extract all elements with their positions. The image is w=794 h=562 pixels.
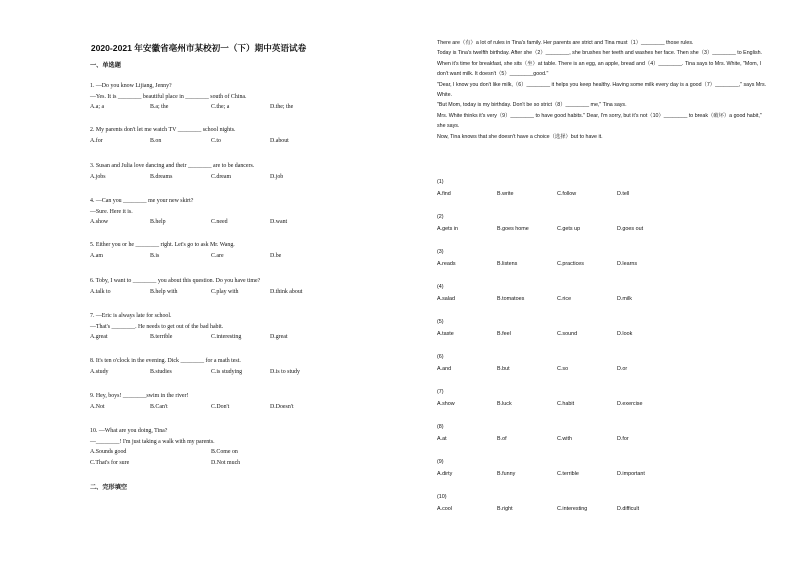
option-d[interactable]: D.be (270, 252, 282, 259)
option-b[interactable]: B.Come on (211, 449, 238, 455)
question-stem-line2: —________! I'm just taking a walk with my parents. (90, 438, 215, 445)
options (90, 332, 390, 343)
option-a[interactable]: A.Sounds good (90, 449, 127, 455)
section-single-choice: 一、单选题 (90, 62, 121, 69)
option-b[interactable]: B.luck (497, 401, 512, 407)
option-b[interactable]: B.funny (497, 471, 516, 477)
option-d[interactable]: D.milk (617, 296, 632, 302)
cloze-question-2 (437, 211, 737, 234)
cloze-question-6 (437, 351, 737, 374)
question-number: (5) (437, 319, 444, 325)
option-d[interactable]: D.important (617, 471, 645, 477)
option-c[interactable]: C.to (211, 137, 221, 144)
question-6 (90, 276, 390, 297)
option-d[interactable]: D.Not much (211, 459, 241, 466)
question-stem-line2: —Yes. It is ________ beautiful place in ________ south of China. (90, 93, 247, 100)
options (90, 102, 390, 113)
cloze-question-4 (437, 281, 737, 304)
option-b[interactable]: B.dreams (150, 173, 173, 180)
option-d[interactable]: D.difficult (617, 506, 640, 512)
option-a[interactable]: A.dirty (437, 471, 453, 477)
option-b[interactable]: B.on (150, 137, 162, 144)
option-c[interactable]: C.with (557, 436, 572, 442)
option-a[interactable]: A.at (437, 436, 447, 442)
question-stem: 9. Hey, boys! ________swim in the river! (90, 393, 189, 399)
question-number: (8) (437, 424, 444, 430)
options (437, 363, 737, 374)
option-b[interactable]: B.goes home (497, 226, 529, 232)
passage-paragraph: "But Mom, today is my birthday. Don't be so strict（8）________ me," Tina says. (437, 102, 627, 109)
question-number: (1) (437, 179, 444, 185)
option-c[interactable]: C.rice (557, 296, 572, 302)
question-stem: 7. —Eric is always late for school. (90, 313, 172, 319)
option-a[interactable]: A.a; a (90, 104, 105, 110)
option-a[interactable]: A.show (437, 401, 455, 407)
options (437, 468, 737, 479)
question-7 (90, 311, 390, 343)
question-number: (3) (437, 249, 444, 255)
options (437, 433, 737, 444)
cloze-question-7 (437, 386, 737, 409)
question-stem: 4. —Can you ________ me your new skirt? (90, 198, 194, 204)
option-d[interactable]: D.want (270, 219, 288, 225)
option-b[interactable]: B.listens (497, 261, 518, 267)
option-c[interactable]: C.interesting (557, 506, 588, 512)
options (437, 503, 737, 514)
question-number: (9) (437, 459, 444, 465)
option-c[interactable]: C.That's for sure (90, 459, 130, 466)
option-c[interactable]: C.are (211, 252, 224, 259)
option-a[interactable]: A.study (90, 368, 109, 375)
question-stem: 6. Toby, I want to ________ you about this question. Do you have time? (90, 278, 261, 284)
option-c[interactable]: C.dream (211, 173, 232, 180)
option-d[interactable]: D.goes out (617, 226, 644, 232)
passage-paragraph: "Dear, I know you don't like milk,（6）________ it helps you keep healthy. Having some milk every day is a good（7）________," says Mrs. White. (437, 81, 767, 99)
option-c[interactable]: C.so (557, 366, 569, 372)
option-b[interactable]: B.write (497, 191, 514, 197)
option-b[interactable]: B.terrible (150, 334, 173, 340)
option-d[interactable]: D.job (270, 173, 284, 180)
option-a[interactable]: A.show (90, 219, 109, 225)
question-5 (90, 240, 390, 261)
passage-paragraph: There are（有）a lot of rules in Tina's family. Her parents are strict and Tina must（1）________ those rules. (437, 40, 694, 46)
option-a[interactable]: A.jobs (90, 173, 106, 180)
option-a[interactable]: A.reads (437, 261, 456, 267)
exam-title: 2020-2021 年安徽省亳州市某校初一（下）期中英语试卷 (90, 43, 307, 53)
option-d[interactable]: D.great (270, 334, 288, 340)
options (90, 217, 390, 228)
option-d[interactable]: D.think about (270, 288, 303, 295)
question-stem: 3. Susan and Julia love dancing and their ________ are to be dancers. (90, 163, 255, 169)
option-c[interactable]: C.need (211, 219, 228, 225)
option-a[interactable]: A.talk to (90, 288, 111, 295)
option-a[interactable]: A.salad (437, 296, 455, 302)
question-stem-line2: —That's ________. He needs to get out of the bad habit. (90, 323, 224, 330)
option-a[interactable]: A.Not (90, 403, 105, 410)
option-d[interactable]: D.exercise (617, 401, 643, 407)
option-b[interactable]: B.studies (150, 368, 172, 375)
question-stem: 8. It's ten o'clock in the evening. Dick ________ for a math test. (90, 358, 241, 364)
options-row1 (90, 447, 390, 458)
option-d[interactable]: D.about (270, 137, 289, 144)
option-d[interactable]: D.is to study (270, 368, 300, 375)
question-4 (90, 196, 390, 228)
option-a[interactable]: A.for (90, 137, 103, 144)
option-d[interactable]: D.Doesn't (270, 403, 294, 410)
options-row2 (90, 458, 390, 469)
option-a[interactable]: A.cool (437, 506, 452, 512)
options (437, 223, 737, 234)
options (90, 402, 390, 413)
question-8 (90, 356, 390, 377)
options (90, 367, 390, 378)
option-b[interactable]: B.but (497, 366, 510, 372)
option-c[interactable]: C.the; a (211, 104, 230, 110)
option-b[interactable]: B.help with (150, 288, 178, 295)
option-c[interactable]: C.interesting (211, 334, 242, 340)
option-b[interactable]: B.right (497, 506, 513, 512)
passage-paragraph: Mrs. White thinks it's very（9）________ to have good habits." Dear, I'm sorry, but it's not（10）________ to break（破坏）a good habit," she says. (437, 112, 762, 130)
passage-paragraph: Today is Tina's twelfth birthday. After she（2）________, she brushes her teeth and washes her face. Then she（3）________ to English. When it's time for breakfast, she sits（坐）at table. There is an egg, an apple, bread and（4）________. Tina says to Mrs. White, "Mom, I don't want milk. It doesn't（5）________good." (437, 50, 763, 78)
option-d[interactable]: D.learns (617, 261, 638, 267)
option-a[interactable]: A.am (90, 252, 103, 259)
question-10 (90, 426, 390, 468)
option-d[interactable]: D.the; the (270, 104, 294, 110)
options (90, 287, 390, 298)
option-c[interactable]: C.follow (557, 191, 577, 197)
option-b[interactable]: B.of (497, 436, 507, 442)
option-c[interactable]: C.habit (557, 401, 575, 407)
option-a[interactable]: A.and (437, 366, 452, 372)
option-a[interactable]: A.find (437, 191, 451, 197)
option-c[interactable]: C.Don't (211, 403, 230, 410)
option-d[interactable]: D.or (617, 366, 628, 372)
cloze-question-8 (437, 421, 737, 444)
cloze-passage (437, 38, 767, 142)
option-c[interactable]: C.sound (557, 331, 578, 337)
option-d[interactable]: D.look (617, 331, 633, 337)
option-c[interactable]: C.is studying (211, 368, 243, 375)
question-9 (90, 391, 390, 412)
question-stem: 10. —What are you doing, Tina? (90, 428, 168, 434)
option-b[interactable]: B.help (150, 219, 166, 225)
section-cloze: 二、完形填空 (90, 484, 128, 491)
question-3 (90, 161, 390, 182)
option-d[interactable]: D.for (617, 436, 629, 442)
question-number: (10) (437, 494, 447, 500)
options (437, 398, 737, 409)
option-d[interactable]: D.tell (617, 191, 630, 197)
options (437, 328, 737, 339)
question-2 (90, 125, 390, 146)
options (437, 258, 737, 269)
question-1 (90, 81, 390, 113)
cloze-question-9 (437, 456, 737, 479)
option-b[interactable]: B.a; the (150, 104, 169, 110)
option-b[interactable]: B.feel (497, 331, 511, 337)
options (437, 188, 737, 199)
option-c[interactable]: C.play with (211, 288, 239, 295)
option-a[interactable]: A.taste (437, 331, 454, 337)
question-number: (7) (437, 389, 444, 395)
question-stem: 1. —Do you know Lijiang, Jenny? (90, 83, 172, 89)
question-stem: 5. Either you or he ________ right. Let's go to ask Mr. Wang. (90, 242, 235, 248)
options (90, 172, 390, 183)
option-a[interactable]: A.gets in (437, 226, 458, 232)
option-b[interactable]: B.Can't (150, 403, 168, 410)
option-c[interactable]: C.practices (557, 261, 584, 267)
option-b[interactable]: B.is (150, 252, 160, 259)
question-number: (6) (437, 354, 444, 360)
question-stem: 2. My parents don't let me watch TV ________ school nights. (90, 127, 236, 133)
cloze-question-3 (437, 246, 737, 269)
cloze-question-5 (437, 316, 737, 339)
options (90, 136, 390, 147)
passage-paragraph: Now, Tina knows that she doesn't have a choice（选择）but to have it. (437, 133, 603, 140)
question-stem-line2: —Sure. Here it is. (90, 208, 133, 215)
options (90, 251, 390, 262)
option-c[interactable]: C.gets up (557, 226, 581, 232)
cloze-question-10 (437, 491, 737, 514)
question-number: (2) (437, 214, 444, 220)
cloze-question-1 (437, 176, 737, 199)
option-b[interactable]: B.tomatoes (497, 296, 525, 302)
question-number: (4) (437, 284, 444, 290)
options (437, 293, 737, 304)
option-a[interactable]: A.great (90, 334, 108, 340)
option-c[interactable]: C.terrible (557, 471, 579, 477)
